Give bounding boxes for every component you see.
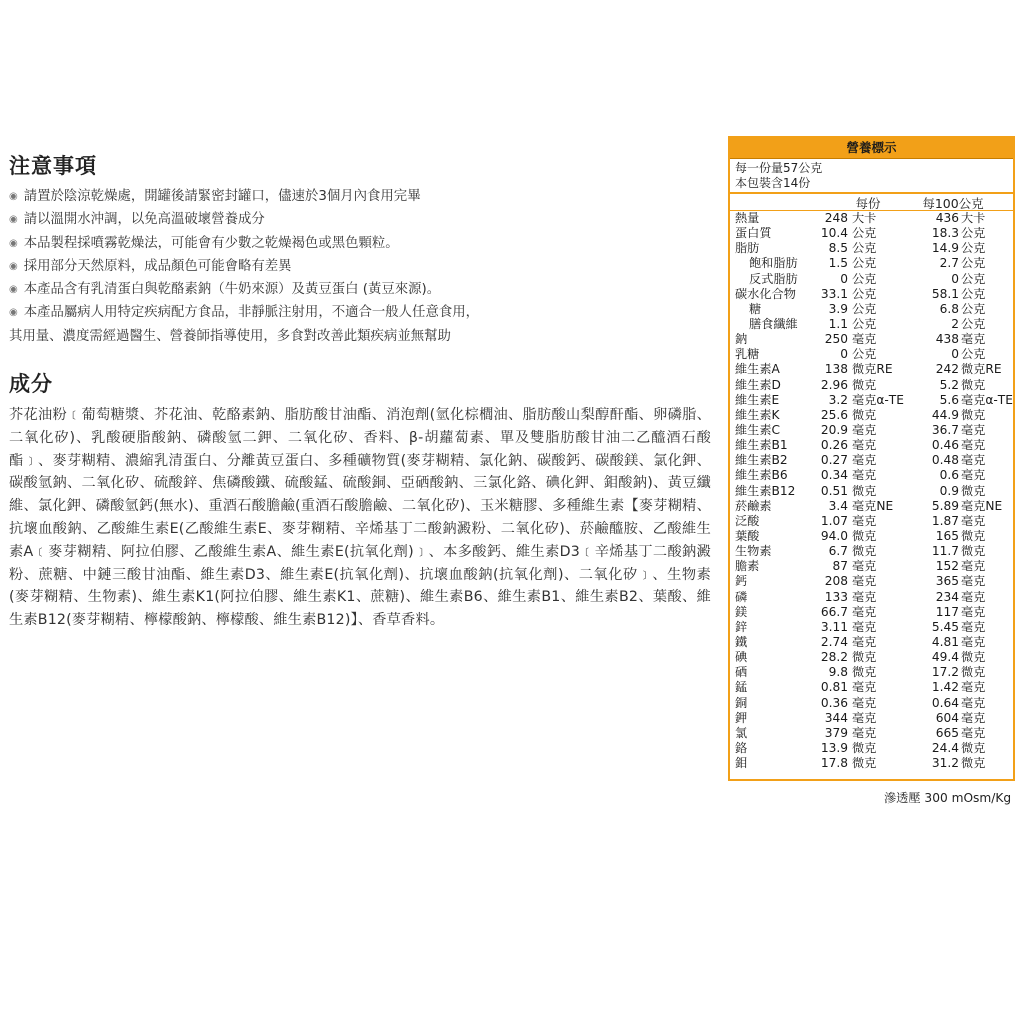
- per-100g-unit: 毫克: [961, 468, 986, 483]
- nutrition-row: [730, 680, 1013, 695]
- nutrition-row: [730, 287, 1013, 302]
- nutrient-name: 銅: [735, 695, 748, 710]
- per-100g-unit: 微克: [961, 665, 986, 680]
- nutrition-row: [730, 362, 1013, 377]
- per-serving-value: 94.0: [820, 528, 848, 543]
- per-100g-unit: 毫克: [961, 589, 986, 604]
- per-serving-unit: 毫克: [852, 710, 877, 725]
- per-serving-value: 3.4: [828, 498, 848, 513]
- nutrition-row: [730, 650, 1013, 665]
- per-100g-value: 0.9: [939, 483, 959, 498]
- per-100g-value: 0: [951, 271, 959, 286]
- nutrient-name: 飽和脂肪: [749, 256, 798, 271]
- nutrition-row: [730, 665, 1013, 680]
- col-per-100g: 每100公克: [922, 196, 984, 211]
- note-item: ◉ 採用部分天然原料，成品顏色可能會略有差異: [9, 258, 292, 274]
- servings-per-pack: 本包裝含14份: [735, 176, 811, 190]
- per-serving-value: 0.36: [820, 695, 848, 710]
- per-serving-unit: 大卡: [852, 211, 877, 225]
- per-100g-unit: 微克: [961, 377, 986, 392]
- nutrient-name: 維生素B2: [735, 453, 788, 468]
- osmolality: 滲透壓 300 mOsm/Kg: [884, 791, 1012, 805]
- per-serving-value: 87: [832, 559, 848, 574]
- note-item: ◉ 本產品屬病人用特定疾病配方食品，非靜脈注射用，不適合一般人任意食用，: [9, 305, 480, 321]
- per-serving-unit: 毫克NE: [852, 498, 894, 513]
- per-serving-value: 3.2: [828, 392, 848, 407]
- per-100g-unit: 毫克: [961, 619, 986, 634]
- per-serving-unit: 毫克: [852, 422, 877, 437]
- per-100g-value: 6.8: [939, 301, 959, 316]
- per-100g-value: 0.48: [931, 453, 959, 468]
- nutrient-name: 糖: [749, 301, 762, 316]
- per-100g-unit: 毫克: [961, 332, 986, 347]
- nutrition-title: 營養標示: [730, 138, 1013, 159]
- bullet-icon: ◉: [9, 284, 18, 296]
- per-100g-unit: 公克: [961, 226, 986, 241]
- per-serving-value: 208: [824, 574, 848, 589]
- per-serving-value: 3.9: [828, 301, 848, 316]
- per-serving-value: 133: [824, 589, 848, 604]
- per-serving-value: 2.74: [820, 634, 848, 649]
- nutrition-row: [730, 347, 1013, 362]
- nutrient-name: 氯: [735, 725, 748, 740]
- per-100g-value: 44.9: [931, 407, 959, 422]
- nutrition-row: [730, 696, 1013, 711]
- per-serving-unit: 毫克: [852, 604, 877, 619]
- per-100g-value: 11.7: [931, 544, 959, 559]
- per-100g-value: 49.4: [931, 650, 959, 665]
- per-100g-value: 438: [935, 332, 959, 347]
- per-100g-unit: 毫克NE: [961, 498, 1003, 513]
- per-serving-unit: 微克: [852, 483, 877, 498]
- per-100g-unit: 微克: [961, 544, 986, 559]
- per-100g-value: 0.64: [931, 695, 959, 710]
- per-serving-unit: 公克: [852, 256, 877, 271]
- nutrition-row: [730, 256, 1013, 271]
- per-serving-unit: 微克RE: [852, 362, 893, 377]
- per-100g-unit: 公克: [961, 301, 986, 316]
- per-100g-value: 152: [935, 559, 959, 574]
- per-100g-unit: 毫克: [961, 695, 986, 710]
- nutrition-row: [730, 378, 1013, 393]
- nutrient-name: 膽素: [735, 559, 760, 574]
- nutrition-row: [730, 408, 1013, 423]
- per-100g-unit: 毫克: [961, 559, 986, 574]
- per-100g-unit: 毫克: [961, 438, 986, 453]
- nutrition-row: [730, 499, 1013, 514]
- note-item: ◉ 本產品含有乳清蛋白與乾酪素鈉（牛奶來源）及黃豆蛋白 (黃豆來源)。: [9, 282, 441, 298]
- per-serving-value: 8.5: [828, 241, 848, 256]
- nutrition-row: [730, 559, 1013, 574]
- note-item: ◉ 請置於陰涼乾燥處，開罐後請緊密封罐口，儘速於3個月內食用完畢: [9, 189, 421, 204]
- serving-size: 每一份量57公克: [735, 161, 823, 175]
- per-100g-value: 665: [935, 725, 959, 740]
- per-100g-value: 436: [935, 211, 959, 225]
- per-serving-value: 250: [824, 332, 848, 347]
- per-100g-value: 0.46: [931, 438, 959, 453]
- nutrition-row: [730, 590, 1013, 605]
- per-100g-unit: 毫克: [961, 680, 986, 695]
- per-serving-value: 1.5: [828, 256, 848, 271]
- nutrition-row: [730, 241, 1013, 256]
- note-continuation: 其用量、濃度需經過醫生、營養師指導使用，多食對改善此類疾病並無幫助: [9, 328, 451, 344]
- per-serving-value: 13.9: [820, 740, 848, 755]
- nutrient-name: 鉀: [735, 710, 748, 725]
- per-100g-unit: 毫克: [961, 513, 986, 528]
- bullet-icon: ◉: [9, 260, 18, 272]
- per-serving-value: 379: [824, 725, 848, 740]
- per-serving-value: 1.1: [828, 316, 848, 331]
- per-serving-unit: 毫克: [852, 559, 877, 574]
- per-100g-unit: 毫克: [961, 634, 986, 649]
- nutrient-name: 菸鹼素: [735, 498, 772, 513]
- col-per-serving: 每份: [855, 196, 881, 211]
- per-serving-value: 138: [824, 362, 848, 377]
- per-100g-value: 0: [951, 347, 959, 362]
- ingredients-text: 芥花油粉﹝葡萄糖漿、芥花油、乾酪素鈉、脂肪酸甘油酯、消泡劑(氫化棕櫚油、脂肪酸山梨醇酐酯、卵磷脂、二氧化矽)、乳酸硬脂酸鈉、磷酸氫二鉀、二氧化矽、香料、β-胡蘿蔔素、單及雙脂肪酸甘油二乙醯酒石酸酯﹞、麥芽糊精、濃縮乳清蛋白、分離黃豆蛋白、多種礦物質(麥芽糊精、氯化鈉、碳酸鈣、碳酸鎂、氯化鉀、碳酸氫鈉、二氧化矽、硫酸鋅、焦磷酸鐵、硫酸錳、硫酸銅、亞硒酸鈉、三氯化鉻、碘化鉀、鉬酸鈉)、黃豆纖維、氯化鉀、磷酸氫鈣(無水)、重酒石酸膽鹼(重酒石酸膽鹼、二氧化矽)、玉米糖膠、多種維生素【麥芽糊精、抗壞血酸鈉、乙酸維生素E(乙酸維生素E、麥芽糊精、辛烯基丁二酸鈉澱粉、二氧化矽)、菸鹼醯胺、乙酸維生素A﹝麥芽糊精、阿拉伯膠、乙酸維生素A、維生素E(抗氧化劑)﹞、本多酸鈣、維生素D3﹝辛烯基丁二酸鈉澱粉、蔗糖、中鏈三酸甘油酯、維生素D3、維生素E(抗氧化劑)、抗壞血酸鈉(抗氧化劑)、二氧化矽﹞、生物素(麥芽糊精、生物素)、維生素K1(阿拉伯膠、維生素K1、蔗糖)、維生素B6、維生素B1、維生素B2、葉酸、維生素B12(麥芽糊精、檸檬酸鈉、檸檬酸、維生素B12)】、香草香料。: [9, 407, 711, 629]
- per-serving-value: 0: [840, 271, 848, 286]
- per-serving-unit: 微克: [852, 528, 877, 543]
- per-100g-unit: 公克: [961, 256, 986, 271]
- per-100g-value: 4.81: [931, 634, 959, 649]
- per-serving-value: 0.26: [820, 438, 848, 453]
- nutrient-name: 維生素B12: [735, 483, 796, 498]
- per-serving-unit: 毫克: [852, 680, 877, 695]
- per-serving-value: 20.9: [820, 422, 848, 437]
- nutrient-name: 磷: [735, 589, 748, 604]
- per-serving-value: 0.27: [820, 453, 848, 468]
- nutrition-row: [730, 423, 1013, 438]
- nutrient-name: 維生素A: [735, 362, 780, 377]
- per-100g-value: 31.2: [931, 756, 959, 771]
- nutrition-row: [730, 514, 1013, 529]
- per-100g-value: 165: [935, 528, 959, 543]
- per-100g-unit: 毫克: [961, 453, 986, 468]
- per-100g-value: 24.4: [931, 740, 959, 755]
- per-serving-value: 10.4: [820, 226, 848, 241]
- nutrient-name: 維生素B6: [735, 468, 788, 483]
- per-100g-value: 17.2: [931, 665, 959, 680]
- per-100g-unit: 公克: [961, 241, 986, 256]
- note-item: ◉ 請以溫開水沖調，以免高溫破壞營養成分: [9, 212, 265, 228]
- per-100g-unit: 毫克: [961, 604, 986, 619]
- per-100g-unit: 毫克: [961, 725, 986, 740]
- nutrient-name: 維生素C: [735, 422, 781, 437]
- per-serving-unit: 毫克: [852, 695, 877, 710]
- nutrition-row: [730, 393, 1013, 408]
- per-100g-unit: 微克: [961, 650, 986, 665]
- notes-title: 注意事項: [9, 154, 97, 178]
- nutrient-name: 維生素K: [735, 407, 780, 422]
- bullet-icon: ◉: [9, 307, 18, 319]
- per-100g-value: 117: [935, 604, 959, 619]
- nutrition-row: [730, 605, 1013, 620]
- per-100g-unit: 毫克α-TE: [961, 392, 1013, 407]
- per-100g-value: 242: [935, 362, 959, 377]
- per-serving-value: 9.8: [828, 665, 848, 680]
- nutrient-name: 維生素D: [735, 377, 781, 392]
- nutrition-row: [730, 726, 1013, 741]
- nutrition-row: [730, 635, 1013, 650]
- per-serving-value: 25.6: [820, 407, 848, 422]
- nutrition-row: [730, 302, 1013, 317]
- per-serving-value: 28.2: [820, 650, 848, 665]
- per-100g-value: 5.6: [939, 392, 959, 407]
- per-100g-value: 18.3: [931, 226, 959, 241]
- per-serving-value: 1.07: [820, 513, 848, 528]
- per-serving-value: 248: [824, 211, 848, 225]
- per-100g-unit: 公克: [961, 286, 986, 301]
- per-serving-unit: 公克: [852, 286, 877, 301]
- per-serving-value: 3.11: [820, 619, 848, 634]
- nutrient-name: 膳食纖維: [749, 316, 798, 331]
- nutrition-row: [730, 468, 1013, 483]
- per-serving-unit: 公克: [852, 241, 877, 256]
- per-100g-value: 1.87: [931, 513, 959, 528]
- per-100g-value: 5.2: [939, 377, 959, 392]
- bullet-icon: ◉: [9, 191, 18, 202]
- per-100g-unit: 大卡: [961, 211, 986, 225]
- per-serving-value: 6.7: [828, 544, 848, 559]
- per-100g-unit: 微克: [961, 528, 986, 543]
- nutrition-rows: [730, 211, 1013, 771]
- serving-info: [730, 161, 1013, 191]
- per-100g-unit: 微克: [961, 740, 986, 755]
- per-serving-value: 0.81: [820, 680, 848, 695]
- per-serving-value: 66.7: [820, 604, 848, 619]
- per-100g-value: 0.6: [939, 468, 959, 483]
- per-serving-unit: 毫克: [852, 332, 877, 347]
- nutrition-row: [730, 711, 1013, 726]
- per-100g-value: 14.9: [931, 241, 959, 256]
- nutrient-name: 鋅: [735, 619, 748, 634]
- per-serving-value: 344: [824, 710, 848, 725]
- nutrient-name: 錳: [735, 680, 748, 695]
- per-100g-unit: 微克RE: [961, 362, 1002, 377]
- per-serving-value: 0.34: [820, 468, 848, 483]
- nutrient-name: 硒: [735, 665, 748, 680]
- nutrition-row: [730, 438, 1013, 453]
- per-serving-unit: 毫克: [852, 574, 877, 589]
- per-100g-unit: 毫克: [961, 574, 986, 589]
- nutrient-name: 葉酸: [735, 528, 760, 543]
- per-100g-value: 5.89: [931, 498, 959, 513]
- per-serving-unit: 公克: [852, 347, 877, 362]
- per-100g-unit: 公克: [961, 347, 986, 362]
- per-serving-unit: 毫克: [852, 453, 877, 468]
- per-100g-unit: 微克: [961, 483, 986, 498]
- per-100g-value: 234: [935, 589, 959, 604]
- nutrition-header: [730, 194, 1013, 210]
- per-serving-unit: 微克: [852, 407, 877, 422]
- nutrient-name: 脂肪: [735, 241, 760, 256]
- nutrient-name: 鉬: [735, 756, 748, 771]
- per-serving-unit: 微克: [852, 665, 877, 680]
- per-serving-value: 33.1: [820, 286, 848, 301]
- per-serving-value: 0: [840, 347, 848, 362]
- nutrient-name: 鉻: [735, 740, 748, 755]
- nutrient-name: 鐵: [735, 634, 748, 649]
- per-100g-value: 2: [951, 316, 959, 331]
- nutrient-name: 泛酸: [735, 513, 760, 528]
- per-100g-unit: 公克: [961, 271, 986, 286]
- per-serving-unit: 微克: [852, 740, 877, 755]
- per-serving-unit: 毫克: [852, 438, 877, 453]
- per-100g-value: 365: [935, 574, 959, 589]
- nutrition-row: [730, 756, 1013, 771]
- nutrient-name: 碘: [735, 650, 748, 665]
- ingredients-title: 成分: [9, 372, 53, 396]
- nutrition-row: [730, 529, 1013, 544]
- per-serving-unit: 微克: [852, 650, 877, 665]
- bullet-icon: ◉: [9, 214, 18, 226]
- nutrition-row: [730, 332, 1013, 347]
- nutrition-row: [730, 453, 1013, 468]
- nutrition-row: [730, 741, 1013, 756]
- per-100g-value: 36.7: [931, 422, 959, 437]
- nutrient-name: 維生素B1: [735, 438, 788, 453]
- nutrition-row: [730, 272, 1013, 287]
- nutrition-row: [730, 544, 1013, 559]
- nutrition-row: [730, 574, 1013, 589]
- nutrient-name: 蛋白質: [735, 226, 772, 241]
- per-serving-unit: 毫克: [852, 589, 877, 604]
- per-serving-unit: 微克: [852, 544, 877, 559]
- per-serving-unit: 微克: [852, 377, 877, 392]
- nutrient-name: 鈣: [735, 574, 748, 589]
- per-serving-value: 17.8: [820, 756, 848, 771]
- per-serving-unit: 毫克: [852, 513, 877, 528]
- per-100g-value: 1.42: [931, 680, 959, 695]
- per-100g-value: 58.1: [931, 286, 959, 301]
- nutrient-name: 鈉: [735, 332, 748, 347]
- per-serving-unit: 公克: [852, 301, 877, 316]
- per-serving-unit: 毫克: [852, 619, 877, 634]
- per-serving-unit: 毫克: [852, 725, 877, 740]
- per-serving-value: 2.96: [820, 377, 848, 392]
- per-serving-unit: 公克: [852, 316, 877, 331]
- nutrient-name: 維生素E: [735, 392, 780, 407]
- nutrient-name: 生物素: [735, 544, 772, 559]
- per-100g-unit: 微克: [961, 407, 986, 422]
- notes-list: [9, 186, 709, 348]
- nutrition-row: [730, 484, 1013, 499]
- per-100g-value: 604: [935, 710, 959, 725]
- note-item: ◉ 本品製程採噴霧乾燥法，可能會有少數之乾燥褐色或黑色顆粒。: [9, 235, 399, 251]
- per-100g-value: 5.45: [931, 619, 959, 634]
- nutrition-row: [730, 317, 1013, 332]
- per-serving-unit: 公克: [852, 226, 877, 241]
- per-100g-unit: 微克: [961, 756, 986, 771]
- per-serving-unit: 毫克: [852, 468, 877, 483]
- nutrition-row: [730, 211, 1013, 226]
- nutrient-name: 熱量: [735, 211, 760, 225]
- per-serving-unit: 毫克: [852, 634, 877, 649]
- per-serving-unit: 微克: [852, 756, 877, 771]
- per-serving-unit: 毫克α-TE: [852, 392, 904, 407]
- nutrient-name: 反式脂肪: [749, 271, 798, 286]
- per-serving-value: 0.51: [820, 483, 848, 498]
- nutrition-row: [730, 620, 1013, 635]
- per-100g-unit: 毫克: [961, 710, 986, 725]
- nutrient-name: 鎂: [735, 604, 748, 619]
- per-100g-value: 2.7: [939, 256, 959, 271]
- nutrient-name: 碳水化合物: [735, 286, 796, 301]
- bullet-icon: ◉: [9, 237, 18, 249]
- per-100g-unit: 公克: [961, 316, 986, 331]
- nutrition-row: [730, 226, 1013, 241]
- per-100g-unit: 毫克: [961, 422, 986, 437]
- nutrition-label: [728, 136, 1015, 781]
- per-serving-unit: 公克: [852, 271, 877, 286]
- nutrient-name: 乳糖: [735, 347, 760, 362]
